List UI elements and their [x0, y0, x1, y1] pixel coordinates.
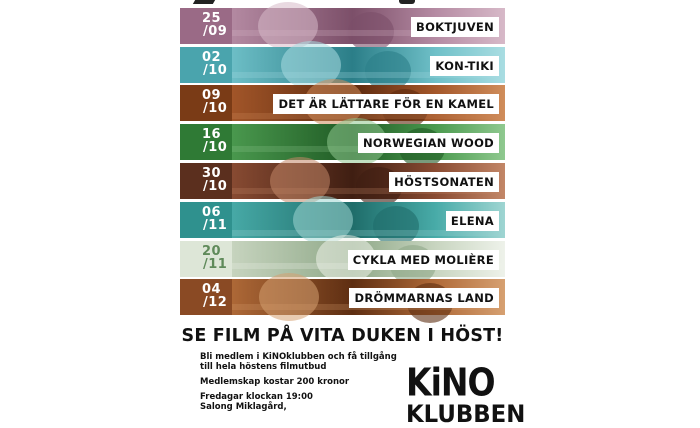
film-date [180, 279, 232, 315]
top-mark-right [399, 0, 415, 4]
film-date [180, 124, 232, 160]
film-title: CYKLA MED MOLIÈRE [348, 250, 499, 270]
kinoklubben-logo [406, 360, 526, 428]
film-title: NORWEGIAN WOOD [358, 133, 499, 153]
film-title: DET ÄR LÄTTARE FÖR EN KAMEL [273, 94, 499, 114]
film-day: 06 [202, 205, 222, 220]
film-date [180, 202, 232, 238]
film-title: BOKTJUVEN [411, 17, 499, 37]
film-row [180, 279, 505, 315]
film-month: /11 [203, 257, 228, 272]
film-month: /11 [203, 218, 228, 233]
film-month: /10 [203, 63, 228, 78]
film-day: 02 [202, 50, 222, 65]
film-title: ELENA [446, 211, 499, 231]
film-row [180, 8, 505, 44]
film-title: DRÖMMARNAS LAND [349, 288, 499, 308]
logo-line-2: KLUBBEN [406, 400, 526, 428]
film-day: 20 [202, 244, 222, 259]
film-month: /10 [203, 101, 228, 116]
info-line-3: Medlemskap kostar 200 kronor [200, 377, 350, 387]
top-mark-left [193, 0, 215, 4]
top-decoration [180, 0, 505, 8]
film-row [180, 85, 505, 121]
film-month: /12 [203, 295, 228, 310]
film-date [180, 85, 232, 121]
film-day: 25 [202, 11, 222, 26]
film-day: 30 [202, 166, 222, 181]
film-row [180, 47, 505, 83]
film-day: 04 [202, 282, 222, 297]
film-month: /09 [203, 24, 228, 39]
film-club-poster [180, 0, 526, 428]
film-month: /10 [203, 140, 228, 155]
film-row [180, 124, 505, 160]
film-date [180, 47, 232, 83]
info-line-2: till hela höstens filmutbud [200, 362, 327, 372]
film-title: HÖSTSONATEN [389, 172, 499, 192]
film-day: 09 [202, 88, 222, 103]
film-row [180, 202, 505, 238]
film-date [180, 8, 232, 44]
logo-line-1: KiNO [406, 360, 495, 405]
film-title: KON-TIKI [430, 56, 499, 76]
headline: SE FILM PÅ VITA DUKEN I HÖST! [181, 326, 504, 346]
film-month: /10 [203, 179, 228, 194]
film-row [180, 163, 505, 199]
info-line-4: Fredagar klockan 19:00 [200, 392, 313, 402]
film-date [180, 241, 232, 277]
film-day: 16 [202, 127, 222, 142]
film-row [180, 241, 505, 277]
membership-info [200, 352, 400, 417]
film-date [180, 163, 232, 199]
info-line-5: Salong Miklagård, [200, 402, 287, 412]
info-line-1: Bli medlem i KiNOklubben och få tillgång [200, 352, 397, 362]
